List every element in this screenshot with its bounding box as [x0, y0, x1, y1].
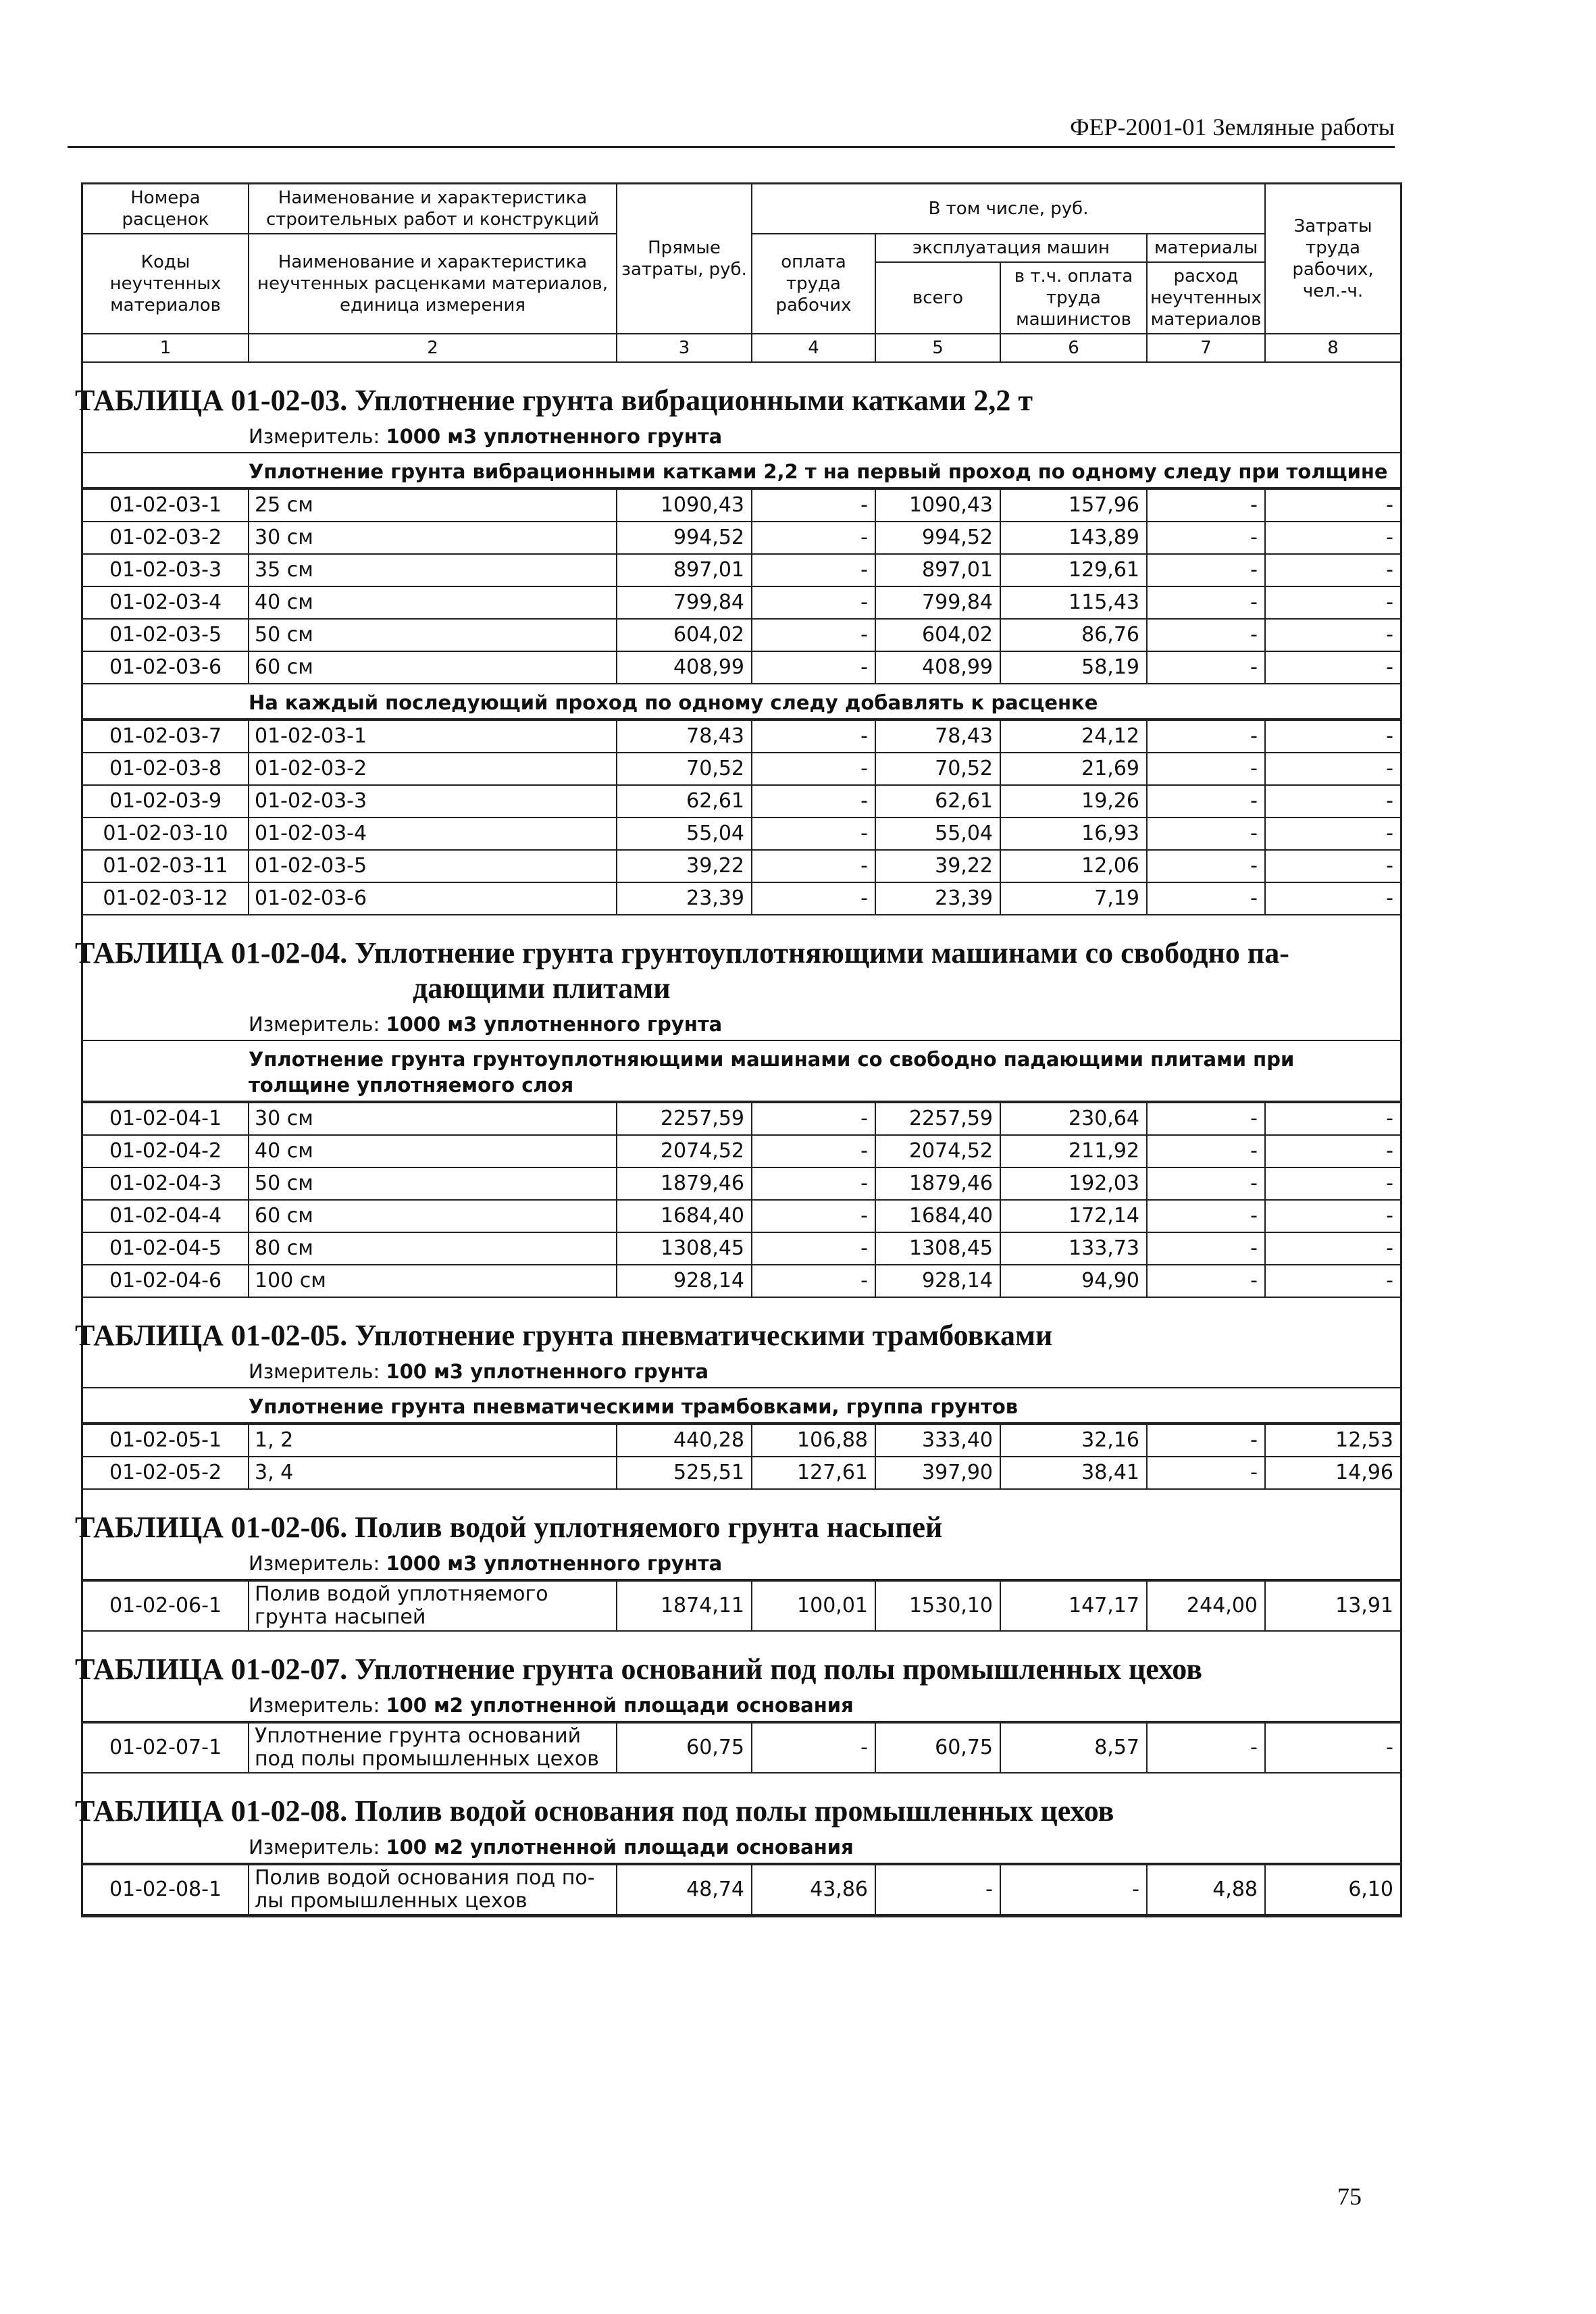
rate-code-cell: 01-02-08-1 — [83, 1865, 249, 1915]
machines-total-cell: 397,90 — [875, 1457, 1000, 1489]
table-title-continuation: дающими плитами — [413, 972, 671, 1005]
rate-code-cell: 01-02-03-1 — [83, 489, 249, 522]
materials-consumption-cell: - — [1147, 586, 1265, 619]
col-codes-header: Номера расценок — [83, 184, 249, 234]
labor-hours-cell: - — [1265, 1200, 1400, 1232]
unit-of-measure-value: 1000 м3 уплотненного грунта — [386, 1013, 723, 1036]
column-header-table — [83, 182, 1400, 363]
machines-total-cell: 1879,46 — [875, 1167, 1000, 1200]
labor-hours-cell: - — [1265, 522, 1400, 554]
col-material-name-header: Наименование и характеристика неучтенных расценками материалов, единица измерения — [249, 234, 617, 334]
labor-hours-cell: - — [1265, 1103, 1400, 1135]
labor-hours-cell: - — [1265, 619, 1400, 651]
worker-pay-cell: - — [752, 1723, 875, 1773]
table-title — [75, 915, 1400, 1009]
materials-consumption-cell: - — [1147, 619, 1265, 651]
group-heading: На каждый последующий проход по одному следу добавлять к расценке — [83, 684, 1400, 720]
rates-table — [83, 1722, 1400, 1774]
work-name-cell: Полив водой уплотняемого грунта насыпей — [249, 1581, 617, 1631]
operator-pay-cell: 8,57 — [1000, 1723, 1147, 1773]
col-number: 7 — [1147, 334, 1265, 362]
rates-table — [83, 1424, 1400, 1490]
table-title-text: ТАБЛИЦА 01-02-07. Уплотнение грунта оснований под полы промышленных цехов — [75, 1653, 1202, 1686]
machines-total-cell: 60,75 — [875, 1723, 1000, 1773]
direct-costs-cell: 408,99 — [617, 651, 752, 684]
materials-consumption-cell: - — [1147, 850, 1265, 882]
col-labor-hours-header: Затраты труда рабочих, чел.-ч. — [1265, 184, 1400, 334]
labor-hours-cell: - — [1265, 785, 1400, 818]
materials-consumption-cell: - — [1147, 489, 1265, 522]
rate-code-cell: 01-02-03-9 — [83, 785, 249, 818]
materials-consumption-cell: - — [1147, 1200, 1265, 1232]
direct-costs-cell: 60,75 — [617, 1723, 752, 1773]
rate-code-cell: 01-02-03-3 — [83, 554, 249, 586]
unit-of-measure-value: 100 м2 уплотненной площади основания — [386, 1836, 854, 1859]
unit-of-measure — [83, 1356, 1400, 1388]
machines-total-cell: 928,14 — [875, 1265, 1000, 1297]
operator-pay-cell: 157,96 — [1000, 489, 1147, 522]
work-name-cell: 40 см — [249, 586, 617, 619]
operator-pay-cell: 133,73 — [1000, 1232, 1147, 1265]
unit-of-measure — [83, 1009, 1400, 1041]
direct-costs-cell: 55,04 — [617, 818, 752, 850]
operator-pay-cell: 230,64 — [1000, 1103, 1147, 1135]
labor-hours-cell: 13,91 — [1265, 1581, 1400, 1631]
direct-costs-cell: 1879,46 — [617, 1167, 752, 1200]
work-name-cell: 60 см — [249, 1200, 617, 1232]
col-name-header: Наименование и характеристика строительных работ и конструкций — [249, 184, 617, 234]
rate-code-cell: 01-02-03-12 — [83, 882, 249, 915]
operator-pay-cell: 143,89 — [1000, 522, 1147, 554]
rate-code-cell: 01-02-03-10 — [83, 818, 249, 850]
operator-pay-cell: 21,69 — [1000, 753, 1147, 785]
materials-consumption-cell: - — [1147, 1424, 1265, 1457]
labor-hours-cell: - — [1265, 1265, 1400, 1297]
unit-of-measure-value: 100 м3 уплотненного грунта — [386, 1360, 709, 1383]
operator-pay-cell: 16,93 — [1000, 818, 1147, 850]
worker-pay-cell: - — [752, 651, 875, 684]
worker-pay-cell: - — [752, 785, 875, 818]
unit-of-measure-label: Измеритель: — [249, 1360, 380, 1383]
work-name-cell: 25 см — [249, 489, 617, 522]
materials-consumption-cell: - — [1147, 554, 1265, 586]
worker-pay-cell: 106,88 — [752, 1424, 875, 1457]
work-name-cell: 01-02-03-4 — [249, 818, 617, 850]
rate-code-cell: 01-02-06-1 — [83, 1581, 249, 1631]
rate-code-cell: 01-02-03-8 — [83, 753, 249, 785]
unit-of-measure-label: Измеритель: — [249, 425, 380, 448]
table-title — [75, 1774, 1400, 1832]
machines-total-cell: 799,84 — [875, 586, 1000, 619]
worker-pay-cell: - — [752, 850, 875, 882]
work-name-cell: 60 см — [249, 651, 617, 684]
table-row — [83, 1723, 1400, 1773]
table-row — [83, 1581, 1400, 1631]
table-row — [83, 489, 1400, 522]
col-materials-consumption-header: расход неучтенных материалов — [1147, 262, 1265, 334]
unit-of-measure — [83, 1548, 1400, 1580]
materials-consumption-cell: - — [1147, 818, 1265, 850]
materials-consumption-cell: - — [1147, 753, 1265, 785]
direct-costs-cell: 1308,45 — [617, 1232, 752, 1265]
machines-total-cell: 2074,52 — [875, 1135, 1000, 1167]
operator-pay-cell: 7,19 — [1000, 882, 1147, 915]
table-title-text: ТАБЛИЦА 01-02-08. Полив водой основания под полы промышленных цехов — [75, 1794, 1114, 1828]
worker-pay-cell: - — [752, 1265, 875, 1297]
direct-costs-cell: 70,52 — [617, 753, 752, 785]
table-title-text: ТАБЛИЦА 01-02-05. Уплотнение грунта пневматическими трамбовками — [75, 1319, 1053, 1352]
machines-total-cell: 1090,43 — [875, 489, 1000, 522]
unit-of-measure-label: Измеритель: — [249, 1836, 380, 1859]
machines-header: эксплуатация машин — [875, 234, 1147, 262]
price-table-document — [75, 182, 1402, 1917]
tables-container — [75, 363, 1400, 1915]
operator-pay-cell: 192,03 — [1000, 1167, 1147, 1200]
rate-code-cell: 01-02-04-3 — [83, 1167, 249, 1200]
work-name-cell: 1, 2 — [249, 1424, 617, 1457]
work-name-cell: 50 см — [249, 619, 617, 651]
col-number: 5 — [875, 334, 1000, 362]
work-name-cell: 100 см — [249, 1265, 617, 1297]
labor-hours-cell: 6,10 — [1265, 1865, 1400, 1915]
labor-hours-cell: - — [1265, 489, 1400, 522]
worker-pay-cell: - — [752, 1232, 875, 1265]
labor-hours-cell: - — [1265, 554, 1400, 586]
machines-total-cell: 333,40 — [875, 1424, 1000, 1457]
direct-costs-cell: 440,28 — [617, 1424, 752, 1457]
col-direct-costs-header: Прямые затраты, руб. — [617, 184, 752, 334]
direct-costs-cell: 2257,59 — [617, 1103, 752, 1135]
col-number: 4 — [752, 334, 875, 362]
table-row — [83, 1103, 1400, 1135]
materials-consumption-cell: - — [1147, 651, 1265, 684]
worker-pay-cell: - — [752, 586, 875, 619]
table-row — [83, 1865, 1400, 1915]
direct-costs-cell: 928,14 — [617, 1265, 752, 1297]
operator-pay-cell: 38,41 — [1000, 1457, 1147, 1489]
group-heading: Уплотнение грунта вибрационными катками 2,2 т на первый проход по одному следу при толщине — [83, 453, 1400, 488]
operator-pay-cell: 211,92 — [1000, 1135, 1147, 1167]
operator-pay-cell: - — [1000, 1865, 1147, 1915]
rate-code-cell: 01-02-04-6 — [83, 1265, 249, 1297]
rate-code-cell: 01-02-04-2 — [83, 1135, 249, 1167]
worker-pay-cell: - — [752, 489, 875, 522]
operator-pay-cell: 86,76 — [1000, 619, 1147, 651]
operator-pay-cell: 172,14 — [1000, 1200, 1147, 1232]
unit-of-measure — [83, 1690, 1400, 1722]
work-name-cell: 01-02-03-1 — [249, 720, 617, 753]
unit-of-measure-value: 1000 м3 уплотненного грунта — [386, 425, 723, 448]
labor-hours-cell: - — [1265, 720, 1400, 753]
rate-code-cell: 01-02-03-6 — [83, 651, 249, 684]
table-row — [83, 720, 1400, 753]
including-header: В том числе, руб. — [752, 184, 1265, 234]
direct-costs-cell: 1684,40 — [617, 1200, 752, 1232]
col-number: 6 — [1000, 334, 1147, 362]
work-name-cell: 35 см — [249, 554, 617, 586]
rate-code-cell: 01-02-05-1 — [83, 1424, 249, 1457]
unit-of-measure — [83, 421, 1400, 453]
worker-pay-cell: - — [752, 554, 875, 586]
col-material-codes-header: Коды неучтенных материалов — [83, 234, 249, 334]
operator-pay-cell: 24,12 — [1000, 720, 1147, 753]
materials-consumption-cell: - — [1147, 882, 1265, 915]
materials-consumption-cell: - — [1147, 522, 1265, 554]
materials-consumption-cell: - — [1147, 1457, 1265, 1489]
rate-code-cell: 01-02-04-5 — [83, 1232, 249, 1265]
table-title — [75, 1490, 1400, 1548]
materials-consumption-cell: - — [1147, 1135, 1265, 1167]
table-row — [83, 1200, 1400, 1232]
materials-consumption-cell: - — [1147, 1265, 1265, 1297]
group-heading: Уплотнение грунта грунтоуплотняющими машинами со свободно падающими плитами при толщине уплотняемого слоя — [83, 1041, 1400, 1102]
materials-consumption-cell: - — [1147, 720, 1265, 753]
machines-total-cell: - — [875, 1865, 1000, 1915]
col-number: 2 — [249, 334, 617, 362]
worker-pay-cell: 127,61 — [752, 1457, 875, 1489]
direct-costs-cell: 525,51 — [617, 1457, 752, 1489]
work-name-cell: 3, 4 — [249, 1457, 617, 1489]
col-number: 8 — [1265, 334, 1400, 362]
worker-pay-cell: - — [752, 1200, 875, 1232]
materials-consumption-cell: - — [1147, 1232, 1265, 1265]
worker-pay-cell: 43,86 — [752, 1865, 875, 1915]
machines-total-cell: 78,43 — [875, 720, 1000, 753]
work-name-cell: 30 см — [249, 1103, 617, 1135]
table-row — [83, 850, 1400, 882]
labor-hours-cell: - — [1265, 753, 1400, 785]
table-row — [83, 554, 1400, 586]
table-row — [83, 1457, 1400, 1489]
rate-code-cell: 01-02-04-1 — [83, 1103, 249, 1135]
machines-total-cell: 897,01 — [875, 554, 1000, 586]
direct-costs-cell: 23,39 — [617, 882, 752, 915]
operator-pay-cell: 19,26 — [1000, 785, 1147, 818]
worker-pay-cell: - — [752, 1135, 875, 1167]
direct-costs-cell: 62,61 — [617, 785, 752, 818]
table-row — [83, 1424, 1400, 1457]
table-title-text: ТАБЛИЦА 01-02-03. Уплотнение грунта вибрационными катками 2,2 т — [75, 384, 1033, 417]
direct-costs-cell: 799,84 — [617, 586, 752, 619]
materials-consumption-cell: - — [1147, 1723, 1265, 1773]
rate-code-cell: 01-02-04-4 — [83, 1200, 249, 1232]
direct-costs-cell: 1874,11 — [617, 1581, 752, 1631]
machines-total-cell: 408,99 — [875, 651, 1000, 684]
direct-costs-cell: 604,02 — [617, 619, 752, 651]
machines-total-cell: 994,52 — [875, 522, 1000, 554]
unit-of-measure-value: 1000 м3 уплотненного грунта — [386, 1552, 723, 1575]
work-name-cell: 01-02-03-2 — [249, 753, 617, 785]
table-row — [83, 1135, 1400, 1167]
work-name-cell: 01-02-03-3 — [249, 785, 617, 818]
worker-pay-cell: - — [752, 720, 875, 753]
table-row — [83, 1265, 1400, 1297]
group-heading: Уплотнение грунта пневматическими трамбовками, группа грунтов — [83, 1388, 1400, 1424]
unit-of-measure — [83, 1832, 1400, 1864]
rate-code-cell: 01-02-03-5 — [83, 619, 249, 651]
labor-hours-cell: - — [1265, 586, 1400, 619]
operator-pay-cell: 12,06 — [1000, 850, 1147, 882]
table-title-text: ТАБЛИЦА 01-02-04. Уплотнение грунта грунтоуплотняющими машинами со свободно па- — [75, 936, 1289, 970]
direct-costs-cell: 1090,43 — [617, 489, 752, 522]
machines-total-cell: 1684,40 — [875, 1200, 1000, 1232]
labor-hours-cell: - — [1265, 1167, 1400, 1200]
worker-pay-cell: - — [752, 619, 875, 651]
operator-pay-cell: 94,90 — [1000, 1265, 1147, 1297]
col-number: 3 — [617, 334, 752, 362]
direct-costs-cell: 897,01 — [617, 554, 752, 586]
machines-total-cell: 23,39 — [875, 882, 1000, 915]
materials-consumption-cell: - — [1147, 1167, 1265, 1200]
table-row — [83, 586, 1400, 619]
table-title — [75, 1298, 1400, 1356]
worker-pay-cell: - — [752, 1167, 875, 1200]
direct-costs-cell: 994,52 — [617, 522, 752, 554]
operator-pay-cell: 129,61 — [1000, 554, 1147, 586]
labor-hours-cell: - — [1265, 850, 1400, 882]
direct-costs-cell: 78,43 — [617, 720, 752, 753]
unit-of-measure-value: 100 м2 уплотненной площади основания — [386, 1694, 854, 1717]
unit-of-measure-label: Измеритель: — [249, 1013, 380, 1036]
labor-hours-cell: 12,53 — [1265, 1424, 1400, 1457]
labor-hours-cell: 14,96 — [1265, 1457, 1400, 1489]
col-worker-pay-header: оплата труда рабочих — [752, 234, 875, 334]
rate-code-cell: 01-02-03-11 — [83, 850, 249, 882]
table-title — [75, 363, 1400, 421]
work-name-cell: 80 см — [249, 1232, 617, 1265]
machines-total-cell: 604,02 — [875, 619, 1000, 651]
work-name-cell: Уплотнение грунта оснований под полы промышленных цехов — [249, 1723, 617, 1773]
rates-table — [83, 1102, 1400, 1298]
rates-table — [83, 1580, 1400, 1632]
operator-pay-cell: 147,17 — [1000, 1581, 1147, 1631]
rate-code-cell: 01-02-03-7 — [83, 720, 249, 753]
rate-code-cell: 01-02-03-4 — [83, 586, 249, 619]
rates-table — [83, 1864, 1400, 1915]
work-name-cell: 50 см — [249, 1167, 617, 1200]
work-name-cell: 01-02-03-5 — [249, 850, 617, 882]
machines-total-cell: 2257,59 — [875, 1103, 1000, 1135]
labor-hours-cell: - — [1265, 1135, 1400, 1167]
worker-pay-cell: - — [752, 882, 875, 915]
table-row — [83, 1232, 1400, 1265]
materials-consumption-cell: - — [1147, 785, 1265, 818]
operator-pay-cell: 58,19 — [1000, 651, 1147, 684]
materials-consumption-cell: 4,88 — [1147, 1865, 1265, 1915]
table-row — [83, 651, 1400, 684]
work-name-cell: 30 см — [249, 522, 617, 554]
col-machines-total-header: всего — [875, 262, 1000, 334]
materials-consumption-cell: - — [1147, 1103, 1265, 1135]
machines-total-cell: 62,61 — [875, 785, 1000, 818]
running-head: ФЕР-2001-01 Земляные работы — [68, 108, 1395, 148]
direct-costs-cell: 2074,52 — [617, 1135, 752, 1167]
worker-pay-cell: - — [752, 818, 875, 850]
work-name-cell: 01-02-03-6 — [249, 882, 617, 915]
operator-pay-cell: 32,16 — [1000, 1424, 1147, 1457]
worker-pay-cell: 100,01 — [752, 1581, 875, 1631]
table-row — [83, 1167, 1400, 1200]
worker-pay-cell: - — [752, 522, 875, 554]
rates-table — [83, 720, 1400, 915]
machines-total-cell: 1308,45 — [875, 1232, 1000, 1265]
table-row — [83, 619, 1400, 651]
labor-hours-cell: - — [1265, 882, 1400, 915]
unit-of-measure-label: Измеритель: — [249, 1552, 380, 1575]
materials-consumption-cell: 244,00 — [1147, 1581, 1265, 1631]
table-row — [83, 522, 1400, 554]
work-name-cell: 40 см — [249, 1135, 617, 1167]
operator-pay-cell: 115,43 — [1000, 586, 1147, 619]
table-row — [83, 818, 1400, 850]
table-row — [83, 753, 1400, 785]
direct-costs-cell: 39,22 — [617, 850, 752, 882]
materials-header: материалы — [1147, 234, 1265, 262]
table-title — [75, 1632, 1400, 1690]
machines-total-cell: 70,52 — [875, 753, 1000, 785]
unit-of-measure-label: Измеритель: — [249, 1694, 380, 1717]
worker-pay-cell: - — [752, 753, 875, 785]
labor-hours-cell: - — [1265, 1723, 1400, 1773]
machines-total-cell: 39,22 — [875, 850, 1000, 882]
rate-code-cell: 01-02-05-2 — [83, 1457, 249, 1489]
labor-hours-cell: - — [1265, 651, 1400, 684]
machines-total-cell: 1530,10 — [875, 1581, 1000, 1631]
rate-code-cell: 01-02-07-1 — [83, 1723, 249, 1773]
worker-pay-cell: - — [752, 1103, 875, 1135]
page-number: 75 — [1337, 2183, 1362, 2210]
direct-costs-cell: 48,74 — [617, 1865, 752, 1915]
table-title-text: ТАБЛИЦА 01-02-06. Полив водой уплотняемого грунта насыпей — [75, 1511, 943, 1544]
work-name-cell: Полив водой основания под по-лы промышленных цехов — [249, 1865, 617, 1915]
rate-code-cell: 01-02-03-2 — [83, 522, 249, 554]
machines-total-cell: 55,04 — [875, 818, 1000, 850]
table-row — [83, 882, 1400, 915]
labor-hours-cell: - — [1265, 1232, 1400, 1265]
col-operator-pay-header: в т.ч. оплата труда машинистов — [1000, 262, 1147, 334]
col-number: 1 — [83, 334, 249, 362]
rates-table — [83, 488, 1400, 684]
labor-hours-cell: - — [1265, 818, 1400, 850]
table-row — [83, 785, 1400, 818]
